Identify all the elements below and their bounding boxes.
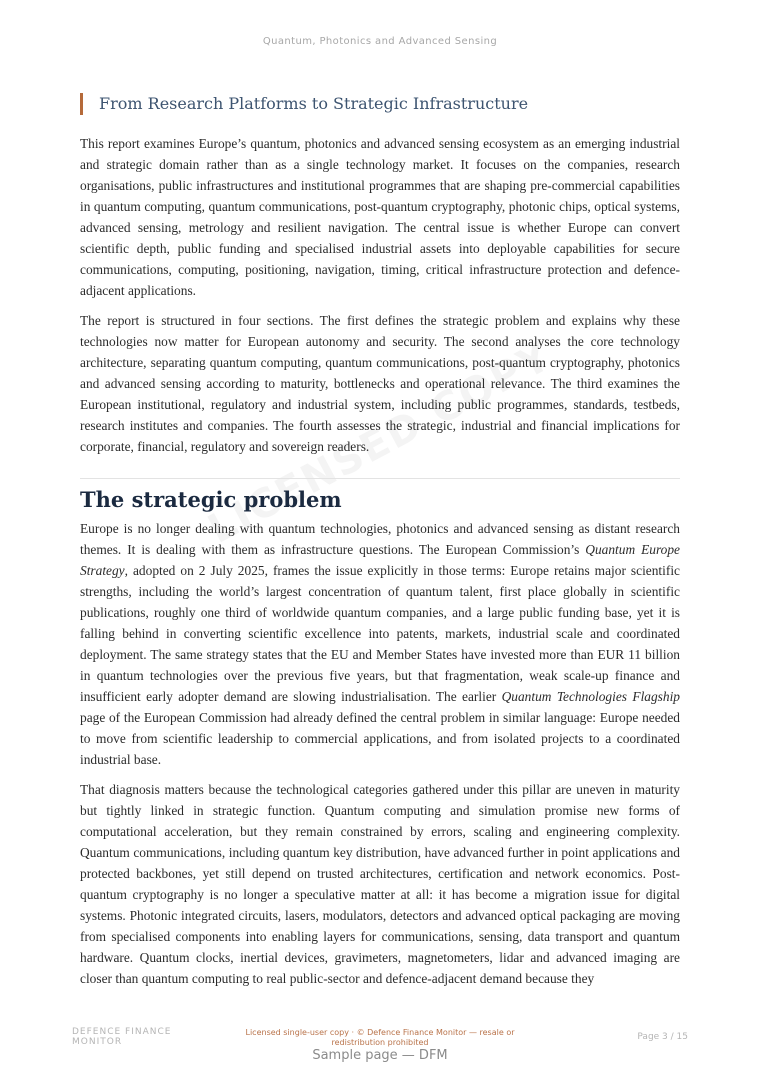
page-number: Page 3 / 15 (637, 1032, 688, 1042)
footer-license-notice: Licensed single-user copy · © Defence Finance Monitor — resale or redistribution prohibited (245, 1028, 515, 1047)
strategic-problem-paragraph-2: That diagnosis matters because the technological categories gathered under this pillar are uneven in maturity but tightly linked in strategic function. Quantum computing and simulation promise new forms of computational acceleration, but they remain constrained by errors, scaling and engineering complexity. Quantum communications, including quantum key distribution, have advanced further in point applications and protected backbones, yet still depend on trusted architectures, certification and network economics. Post-quantum cryptography is no longer a speculative matter at all: it has become a migration issue for digital systems. Photonic integrated circuits, lasers, modulators, detectors and advanced optical packaging are moving from specialised components into enabling layers for communications, sensing, data transport and quantum hardware. Quantum clocks, inertial devices, gravimeters, magnetometers, lidar and advanced imaging are closer than quantum computing to real public-sector and defence-adjacent demand because they (80, 782, 680, 986)
quantum-flagship-title: Quantum Technologies Flagship (501, 689, 680, 704)
intro-paragraph-1: This report examines Europe’s quantum, photonics and advanced sensing ecosystem as an emerging industrial and strategic domain rather than as a single technology market. It focuses on the companies, research organisations, public infrastructures and institutional programmes that are shaping pre-commercial capabilities in quantum computing, quantum communications, post-quantum cryptography, photonic chips, optical systems, advanced sensing, metrology and resilient navigation. The central issue is whether Europe can convert scientific depth, public funding and specialised industrial assets into deployable capabilities for secure communications, computing, positioning, navigation, timing, critical infrastructure protection and defence-adjacent applications. (80, 136, 680, 298)
paragraph-text: page of the European Commission had already defined the central problem in similar language: Europe needed to move from scientific leadership to commercial applications, and from isolated projects to a coordinated industrial base. (80, 710, 680, 767)
quantum-europe-strategy-title: Quantum Europe Strategy (80, 542, 680, 578)
running-header: Quantum, Photonics and Advanced Sensing (262, 36, 498, 47)
footer-brand: DEFENCE FINANCE MONITOR (72, 1027, 172, 1047)
paragraph-text: Europe is no longer dealing with quantum technologies, photonics and advanced sensing as distant research themes. It is dealing with them as infrastructure questions. The European Commission’s (80, 521, 680, 557)
intro-paragraph-2: The report is structured in four sections. The first defines the strategic problem and explains why these technologies now matter for European autonomy and security. The second analyses the core technology architecture, separating quantum computing, quantum communications, post-quantum cryptography, photonics and advanced sensing according to maturity, bottlenecks and operational relevance. The third examines the European institutional, regulatory and industrial system, including public programmes, standards, testbeds, research institutes and companies. The fourth assesses the strategic, industrial and financial implications for corporate, financial, regulatory and sovereign readers. (80, 313, 680, 454)
sample-page-caption: Sample page — DFM (312, 1048, 448, 1063)
chapter-title: The strategic problem (80, 487, 342, 512)
paragraph-text: , adopted on 2 July 2025, frames the issue explicitly in those terms: Europe retains major scientific strengths, including the world’s largest concentration of quantum talent, first place globally in scientific publications, roughly one third of worldwide quantum companies, and a large public funding base, yet it is falling behind in converting scientific excellence into patents, markets, industrial scale and coordinated deployment. The same strategy states that the EU and Member States have invested more than EUR 11 billion in quantum technologies over the previous five years, but that fragmentation, weak scale-up finance and insufficient early adopter demand are slowing industrialisation. The earlier (80, 563, 680, 704)
section-divider (80, 478, 680, 479)
strategic-problem-paragraph-1 (80, 518, 680, 770)
section-heading: From Research Platforms to Strategic Infrastructure (80, 93, 528, 115)
